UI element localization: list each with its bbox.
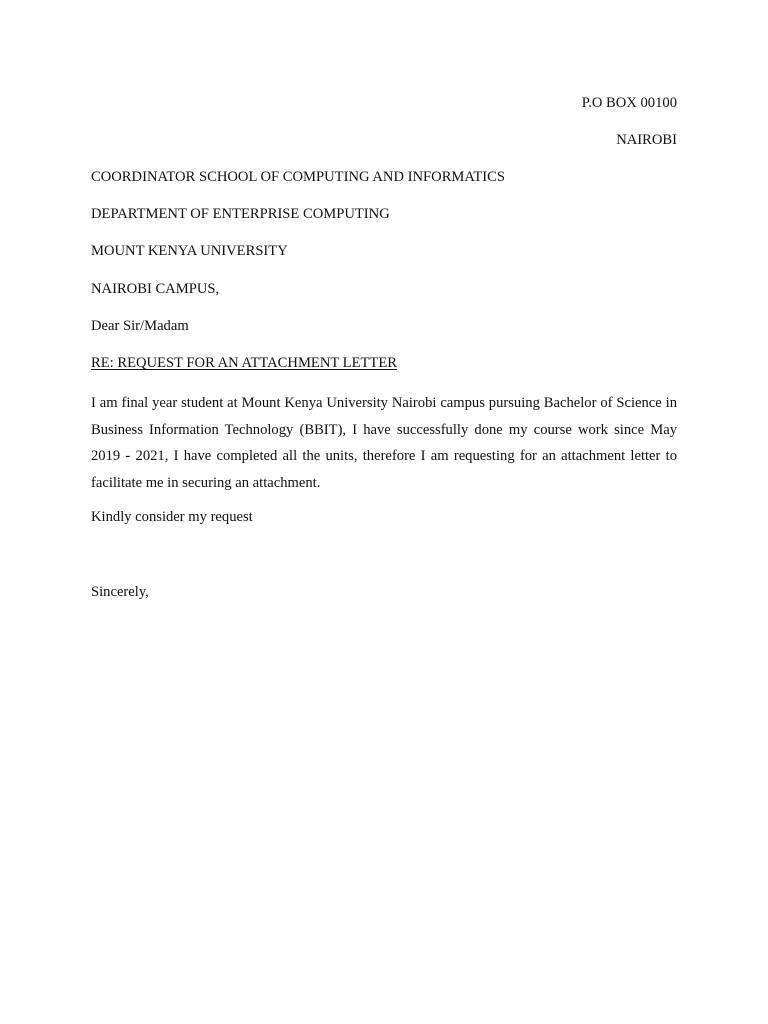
recipient-institution: MOUNT KENYA UNIVERSITY: [91, 243, 288, 259]
closing-request: Kindly consider my request: [91, 509, 253, 525]
recipient-campus: NAIROBI CAMPUS,: [91, 281, 220, 297]
body-paragraph: I am final year student at Mount Kenya University Nairobi campus pursuing Bachelor of Science in Business Information Technology (BBIT), I have successfully done my course work since May 2019 - 2021, I have completed all the units, therefore I am requesting for an attachment letter to facilitate me in securing an attachment.: [91, 395, 677, 491]
signoff: Sincerely,: [91, 584, 149, 600]
sender-po-box: P.O BOX 00100: [581, 95, 677, 111]
subject-line: RE: REQUEST FOR AN ATTACHMENT LETTER: [91, 355, 397, 371]
recipient-title: COORDINATOR SCHOOL OF COMPUTING AND INFORMATICS: [91, 169, 505, 185]
salutation: Dear Sir/Madam: [91, 318, 189, 334]
sender-city: NAIROBI: [616, 132, 677, 148]
recipient-department: DEPARTMENT OF ENTERPRISE COMPUTING: [91, 206, 390, 222]
